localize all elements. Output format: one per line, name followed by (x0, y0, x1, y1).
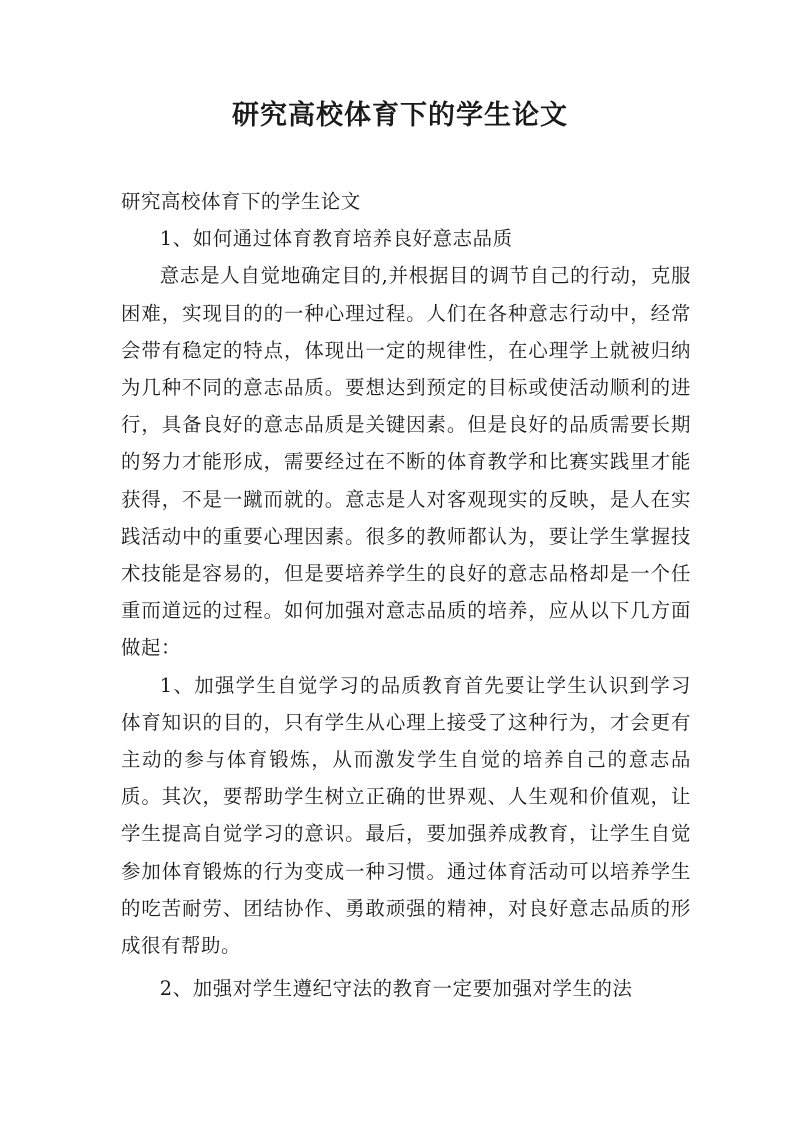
paragraph-subtitle: 研究高校体育下的学生论文 (121, 190, 361, 213)
document-title: 研究高校体育下的学生论文 (232, 100, 568, 131)
paragraph-heading-1: 1、如何通过体育教育培养良好意志品质 (159, 227, 513, 251)
paragraph-discipline: 2、加强对学生遵纪守法的教育一定要加强对学生的法 (159, 977, 633, 1001)
paragraph-self-learning: 1、加强学生自觉学习的品质教育首先要让学生认识到学习体育知识的目的，只有学生从心理上接受了这种行为，才会更有主动的参与体育锻炼，从而激发学生自觉的培养自己的意志品质。其次，要帮助学生树立正确的世界观、人生观和价值观，让学生提高自觉学习的意识。最后，要加强养成教育，让学生自觉参加体育锻炼的行为变成一种习惯。通过体育活动可以培养学生的吃苦耐劳、团结协作、勇敢顽强的精神，对良好意志品质的形成很有帮助。 (121, 673, 691, 958)
document-body (121, 183, 691, 1007)
paragraph-willpower-definition: 意志是人自觉地确定目的,并根据目的调节自己的行动，克服困难，实现目的的一种心理过程。人们在各种意志行动中，经常会带有稳定的特点，体现出一定的规律性，在心理学上就被归纳为几种不同的意志品质。要想达到预定的目标或使活动顺利的进行，具备良好的意志品质是关键因素。但是良好的品质需要长期的努力才能形成，需要经过在不断的体育教学和比赛实践里才能获得，不是一蹴而就的。意志是人对客观现实的反映，是人在实践活动中的重要心理因素。很多的教师都认为，要让学生掌握技术技能是容易的，但是要培养学生的良好的意志品格却是一个任重而道远的过程。如何加强对意志品质的培养，应从以下几方面做起： (121, 264, 691, 660)
